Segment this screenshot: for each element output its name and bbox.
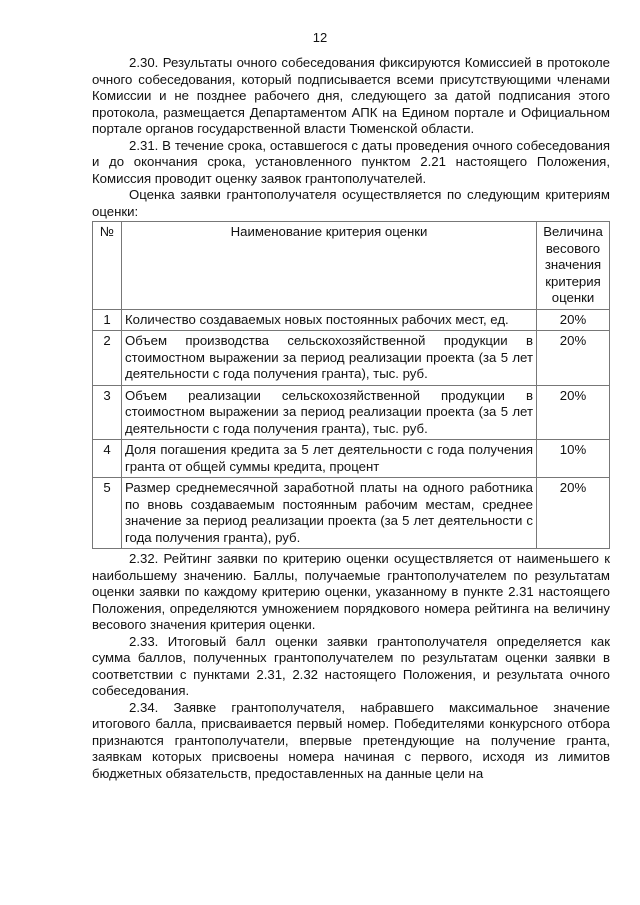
paragraph-criteria-intro: Оценка заявки грантополучателя осуществляется по следующим критериям оценки:: [92, 187, 610, 219]
page-number: 12: [312, 30, 328, 45]
table-row: [93, 440, 610, 478]
row-criterion-name: Размер среднемесячной заработной платы на одного работника по вновь создаваемым постоянным рабочим местам, среднее значение за период реализации проекта (за 5 лет деятельности с года получения гранта), руб.: [122, 478, 537, 549]
criteria-table: [92, 221, 610, 549]
table-row: [93, 331, 610, 386]
paragraph-2-33: 2.33. Итоговый балл оценки заявки грантополучателя определяется как сумма баллов, полученных грантополучателем по результатам оценки заявки в соответствии с пунктами 2.31, 2.32 настоящего Положения, и результата очного собеседования.: [92, 633, 610, 698]
row-weight: 20%: [537, 385, 610, 440]
row-criterion-name: Количество создаваемых новых постоянных рабочих мест, ед.: [122, 309, 537, 331]
row-criterion-name: Доля погашения кредита за 5 лет деятельности с года получения гранта от общей суммы кредита, процент: [122, 440, 537, 478]
header-num: №: [93, 222, 122, 310]
paragraph-2-30: 2.30. Результаты очного собеседования фиксируются Комиссией в протоколе очного собеседования, который подписывается всеми присутствующими членами Комиссии и не позднее рабочего дня, следующего за датой подписания этого протокола, размещается Департаментом АПК на Едином портале и Официальном портале органов государственной власти Тюменской области.: [92, 55, 610, 136]
row-num: 4: [93, 440, 122, 478]
row-criterion-name: Объем производства сельскохозяйственной продукции в стоимостном выражении за период реализации проекта (за 5 лет деятельности с года получения гранта), тыс. руб.: [122, 331, 537, 386]
table-header-row: [93, 222, 610, 310]
table-row: [93, 309, 610, 331]
row-num: 3: [93, 385, 122, 440]
header-weight: Величина весового значения критерия оценки: [537, 222, 610, 310]
row-num: 5: [93, 478, 122, 549]
paragraph-2-31: 2.31. В течение срока, оставшегося с даты проведения очного собеседования и до окончания срока, установленного пунктом 2.21 настоящего Положения, Комиссия проводит оценку заявок грантополучателей.: [92, 137, 610, 186]
row-num: 1: [93, 309, 122, 331]
paragraph-2-34: 2.34. Заявке грантополучателя, набравшего максимальное значение итогового балла, присваивается первый номер. Победителями конкурсного отбора признаются грантополучатели, впервые претендующие на получение гранта, заявкам которых присвоены номера начиная с первого, исходя из лимитов бюджетных обязательств, предоставленных на данные цели на: [92, 699, 610, 781]
row-weight: 20%: [537, 478, 610, 549]
row-weight: 20%: [537, 309, 610, 331]
row-criterion-name: Объем реализации сельскохозяйственной продукции в стоимостном выражении за период реализации проекта (за 5 лет деятельности с года получения гранта), тыс. руб.: [122, 385, 537, 440]
paragraph-2-32: 2.32. Рейтинг заявки по критерию оценки осуществляется от наименьшего к наибольшему значению. Баллы, получаемые грантополучателем по результатам оценки заявки по каждому критерию оценки, указанному в пункте 2.31 настоящего Положения, определяются умножением порядкового номера рейтинга на величину весового значения критерия оценки.: [92, 551, 610, 632]
row-num: 2: [93, 331, 122, 386]
row-weight: 10%: [537, 440, 610, 478]
row-weight: 20%: [537, 331, 610, 386]
table-row: [93, 385, 610, 440]
page-content: [92, 55, 610, 782]
header-criterion-name: Наименование критерия оценки: [122, 222, 537, 310]
table-row: [93, 478, 610, 549]
